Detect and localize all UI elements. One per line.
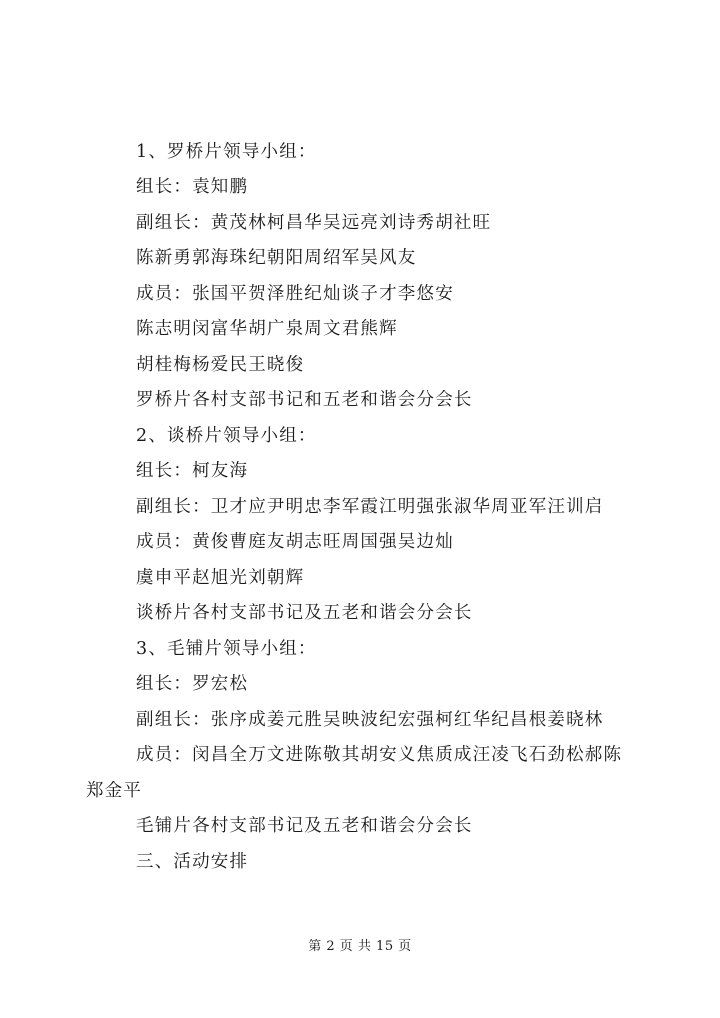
text-line: 成员：闵昌全万文进陈敬其胡安义焦质成汪凌飞石劲松郝陈 bbox=[136, 745, 623, 765]
text-line: 2、谈桥片领导小组： bbox=[136, 426, 317, 446]
text-line: 陈新勇郭海珠纪朝阳周绍军吴风友 bbox=[136, 248, 417, 268]
text-line: 副组长：张序成姜元胜吴映波纪宏强柯红华纪昌根姜晓林 bbox=[136, 710, 604, 730]
text-line: 胡桂梅杨爱民王晓俊 bbox=[136, 355, 305, 375]
text-line: 副组长：黄茂林柯昌华吴远亮刘诗秀胡社旺 bbox=[136, 213, 492, 233]
text-line: 毛铺片各村支部书记及五老和谐会分会长 bbox=[136, 816, 473, 836]
text-line: 罗桥片各村支部书记和五老和谐会分会长 bbox=[136, 390, 473, 410]
text-line: 3、毛铺片领导小组： bbox=[136, 639, 317, 659]
text-line: 郑金平 bbox=[86, 781, 143, 801]
text-line: 组长：柯友海 bbox=[136, 461, 249, 481]
text-line: 副组长：卫才应尹明忠李军霞江明强张淑华周亚军汪训启 bbox=[136, 497, 604, 517]
text-line: 组长：袁知鹏 bbox=[136, 177, 249, 197]
text-line: 三、活动安排 bbox=[136, 852, 249, 872]
page-number-footer: 第 2 页 共 15 页 bbox=[308, 939, 412, 954]
text-line: 1、罗桥片领导小组： bbox=[136, 142, 317, 162]
text-line: 谈桥片各村支部书记及五老和谐会分会长 bbox=[136, 603, 473, 623]
text-line: 组长：罗宏松 bbox=[136, 674, 249, 694]
text-line: 成员：张国平贺泽胜纪灿谈子才李悠安 bbox=[136, 284, 454, 304]
text-line: 成员：黄俊曹庭友胡志旺周国强吴边灿 bbox=[136, 532, 454, 552]
text-line: 虞申平赵旭光刘朝辉 bbox=[136, 568, 305, 588]
text-line: 陈志明闵富华胡广泉周文君熊辉 bbox=[136, 319, 398, 339]
